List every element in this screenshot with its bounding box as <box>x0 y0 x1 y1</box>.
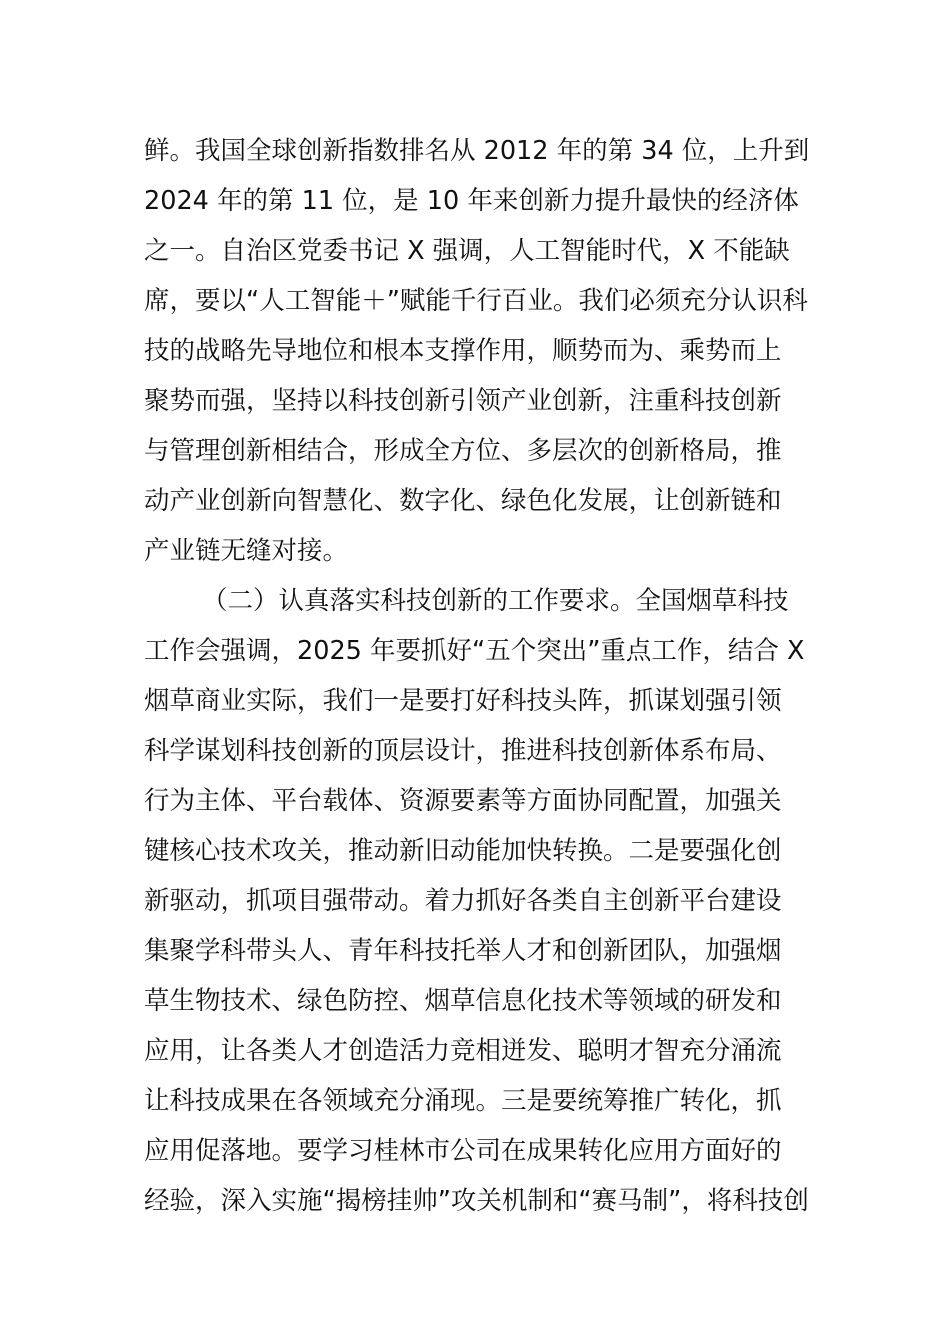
text-line-15: 键核心技术攻关，推动新旧动能加快转换。二是要强化创 <box>144 836 782 866</box>
text-line-2: 2024 年的第 11 位，是 10 年来创新力提升最快的经济体 <box>144 186 799 216</box>
text-line-21: 应用促落地。要学习桂林市公司在成果转化应用方面好的 <box>144 1136 782 1166</box>
text-line-10-heading: （二）认真落实科技创新的工作要求。全国烟草科技 <box>202 586 789 616</box>
text-line-14: 行为主体、平台载体、资源要素等方面协同配置，加强关 <box>144 786 782 816</box>
text-line-11: 工作会强调，2025 年要抓好“五个突出”重点工作，结合 X <box>144 636 805 666</box>
text-line-16: 新驱动，抓项目强带动。着力抓好各类自主创新平台建设 <box>144 886 782 916</box>
text-line-20: 让科技成果在各领域充分涌现。三是要统筹推广转化，抓 <box>144 1086 782 1116</box>
text-line-7: 与管理创新相结合，形成全方位、多层次的创新格局，推 <box>144 436 782 466</box>
body-text <box>144 126 824 1226</box>
text-line-18: 草生物技术、绿色防控、烟草信息化技术等领域的研发和 <box>144 986 782 1016</box>
text-line-3: 之一。自治区党委书记 X 强调，人工智能时代，X 不能缺 <box>144 236 790 266</box>
text-line-4: 席，要以“人工智能＋”赋能千行百业。我们必须充分认识科 <box>144 286 808 316</box>
text-line-13: 科学谋划科技创新的顶层设计，推进科技创新体系布局、 <box>144 736 782 766</box>
text-line-19: 应用，让各类人才创造活力竞相迸发、聪明才智充分涌流 <box>144 1036 782 1066</box>
text-line-6: 聚势而强，坚持以科技创新引领产业创新，注重科技创新 <box>144 386 782 416</box>
text-line-22: 经验，深入实施“揭榜挂帅”攻关机制和“赛马制”，将科技创 <box>144 1186 809 1216</box>
text-line-8: 动产业创新向智慧化、数字化、绿色化发展，让创新链和 <box>144 486 782 516</box>
text-line-17: 集聚学科带头人、青年科技托举人才和创新团队，加强烟 <box>144 936 782 966</box>
text-line-1: 鲜。我国全球创新指数排名从 2012 年的第 34 位，上升到 <box>144 136 810 166</box>
text-line-9: 产业链无缝对接。 <box>144 536 349 566</box>
text-line-12: 烟草商业实际，我们一是要打好科技头阵，抓谋划强引领 <box>144 686 782 716</box>
text-line-5: 技的战略先导地位和根本支撑作用，顺势而为、乘势而上 <box>144 336 782 366</box>
